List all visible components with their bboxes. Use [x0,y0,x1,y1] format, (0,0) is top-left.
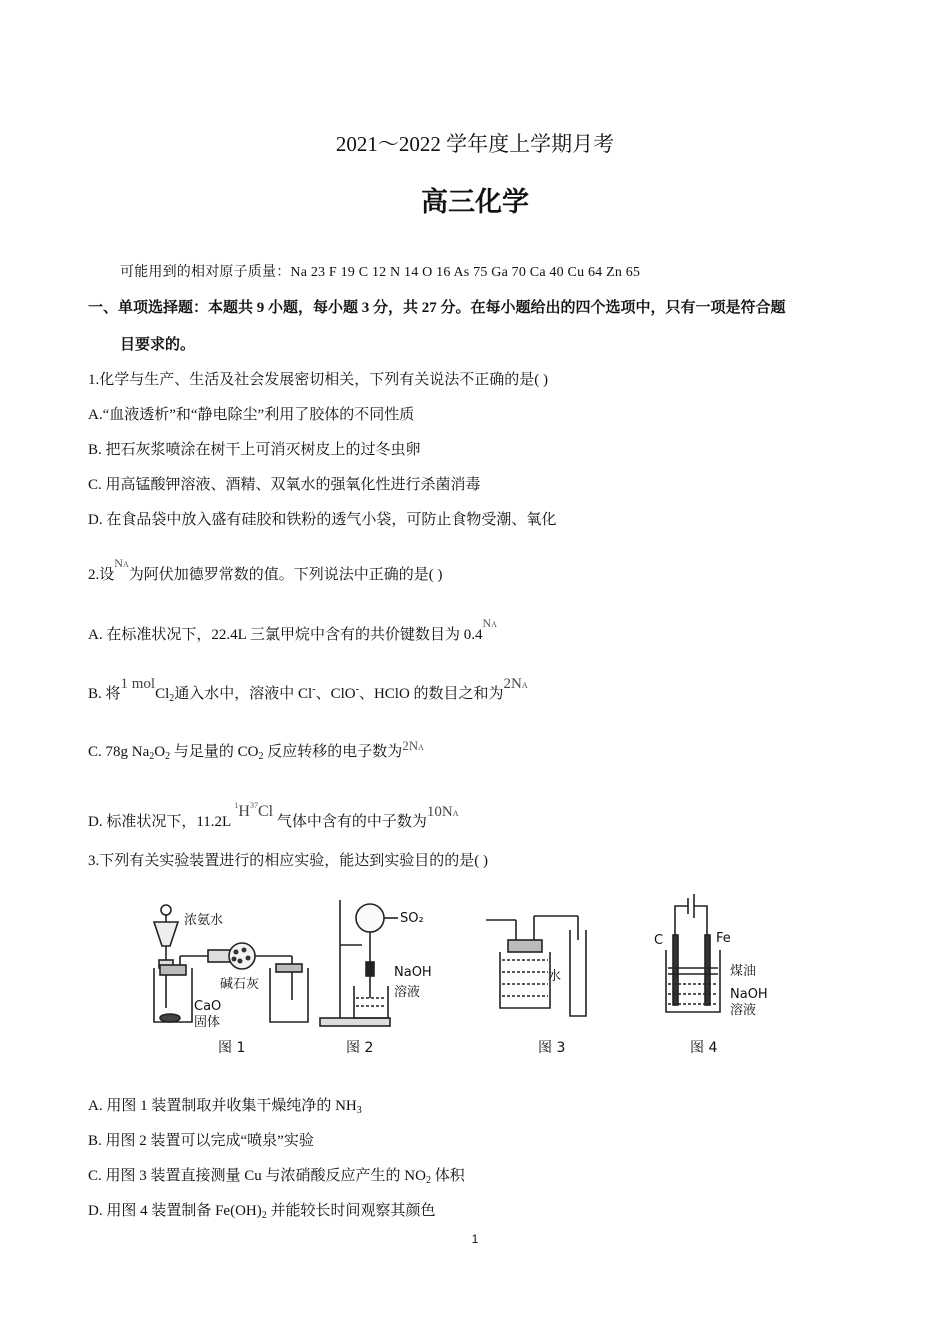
svg-text:水: 水 [548,969,562,984]
svg-text:NaOH: NaOH [394,965,432,980]
q1-option-a: A.“血液透析”和“静电除尘”利用了胶体的不同性质 [88,407,415,423]
svg-text:煤油: 煤油 [730,964,757,979]
q2-option-c: C. 78g $Na_2O_2$ 与足量的 $CO_2$ 反应转移的电子数为2NA [88,738,424,762]
svg-text:浓氨水: 浓氨水 [184,913,224,928]
q1-option-b: B. 把石灰浆喷涂在树干上可消灭树皮上的过冬虫卵 [88,442,421,458]
svg-text:固体: 固体 [194,1015,221,1030]
q2-stem: 2.设$^{NA}$为阿伏加德罗常数的值。下列说法中正确的是( ) [88,556,443,583]
page-number: 1 [471,1232,479,1246]
q1-option-d: D. 在食品袋中放入盛有硅胶和铁粉的透气小袋，可防止食物受潮、氧化 [88,512,557,528]
exam-subject: 高三化学 [421,187,529,218]
svg-text:溶液: 溶液 [394,985,421,1000]
svg-text:C: C [654,933,664,948]
q3-option-d: D. 用图 4 装置制备 $Fe(OH)_2$ 并能较长时间观察其颜色 [88,1203,436,1221]
svg-text:碱石灰: 碱石灰 [220,977,260,992]
apparatus-figure [130,890,790,1065]
svg-text:Fe: Fe [716,931,731,946]
svg-text:图 4: 图 4 [690,1040,718,1056]
figure-1 [154,905,308,1056]
q2-option-d: D. 标准状况下，11.2L $^1H^{37}Cl$ 气体中含有的中子数为10NA [88,801,459,830]
section-heading-cont: 目要求的。 [120,337,196,353]
section-heading: 一、单项选择题：本题共 9 小题，每小题 3 分，共 27 分。在每小题给出的四个选项中，只有一项是符合题 [88,300,786,316]
q3-option-c: C. 用图 3 装置直接测量 Cu 与浓硝酸反应产生的 $NO_2$ 体积 [88,1168,465,1186]
figure-3 [486,916,586,1056]
q1-option-c: C. 用高锰酸钾溶液、酒精、双氧水的强氧化性进行杀菌消毒 [88,477,481,493]
q2-option-b: B. 将1 molCl$_2$通入水中，溶液中 Cl-、ClO-、HClO 的数目之和为2NA [88,676,528,704]
svg-text:图 2: 图 2 [346,1040,374,1056]
svg-text:SO₂: SO₂ [400,911,424,926]
svg-text:CaO: CaO [194,999,222,1014]
svg-text:图 3: 图 3 [538,1040,566,1056]
na-symbol: NA [114,556,129,570]
atomic-masses: 可能用到的相对原子质量：Na 23 F 19 C 12 N 14 O 16 As 75 Ga 70 Ca 40 Cu 64 Zn 65 [120,265,641,280]
svg-text:NaOH: NaOH [730,987,768,1002]
figure-2 [320,900,432,1056]
na-symbol: NA [482,616,497,630]
svg-text:溶液: 溶液 [730,1003,757,1018]
q1-stem: 1.化学与生产、生活及社会发展密切相关，下列有关说法不正确的是( ) [88,372,548,388]
q3-option-a: A. 用图 1 装置制取并收集干燥纯净的 $NH_3$ [88,1098,362,1116]
q3-stem: 3.下列有关实验装置进行的相应实验，能达到实验目的的是( ) [88,853,488,869]
q3-option-b: B. 用图 2 装置可以完成“喷泉”实验 [88,1133,314,1149]
figure-4 [654,894,768,1056]
svg-text:图 1: 图 1 [218,1040,246,1056]
exam-title: 2021～2022 学年度上学期月考 [335,132,615,156]
q2-option-a: A. 在标准状况下，22.4L 三氯甲烷中含有的共价键数目为 $0.4^{NA}$ [88,616,497,643]
